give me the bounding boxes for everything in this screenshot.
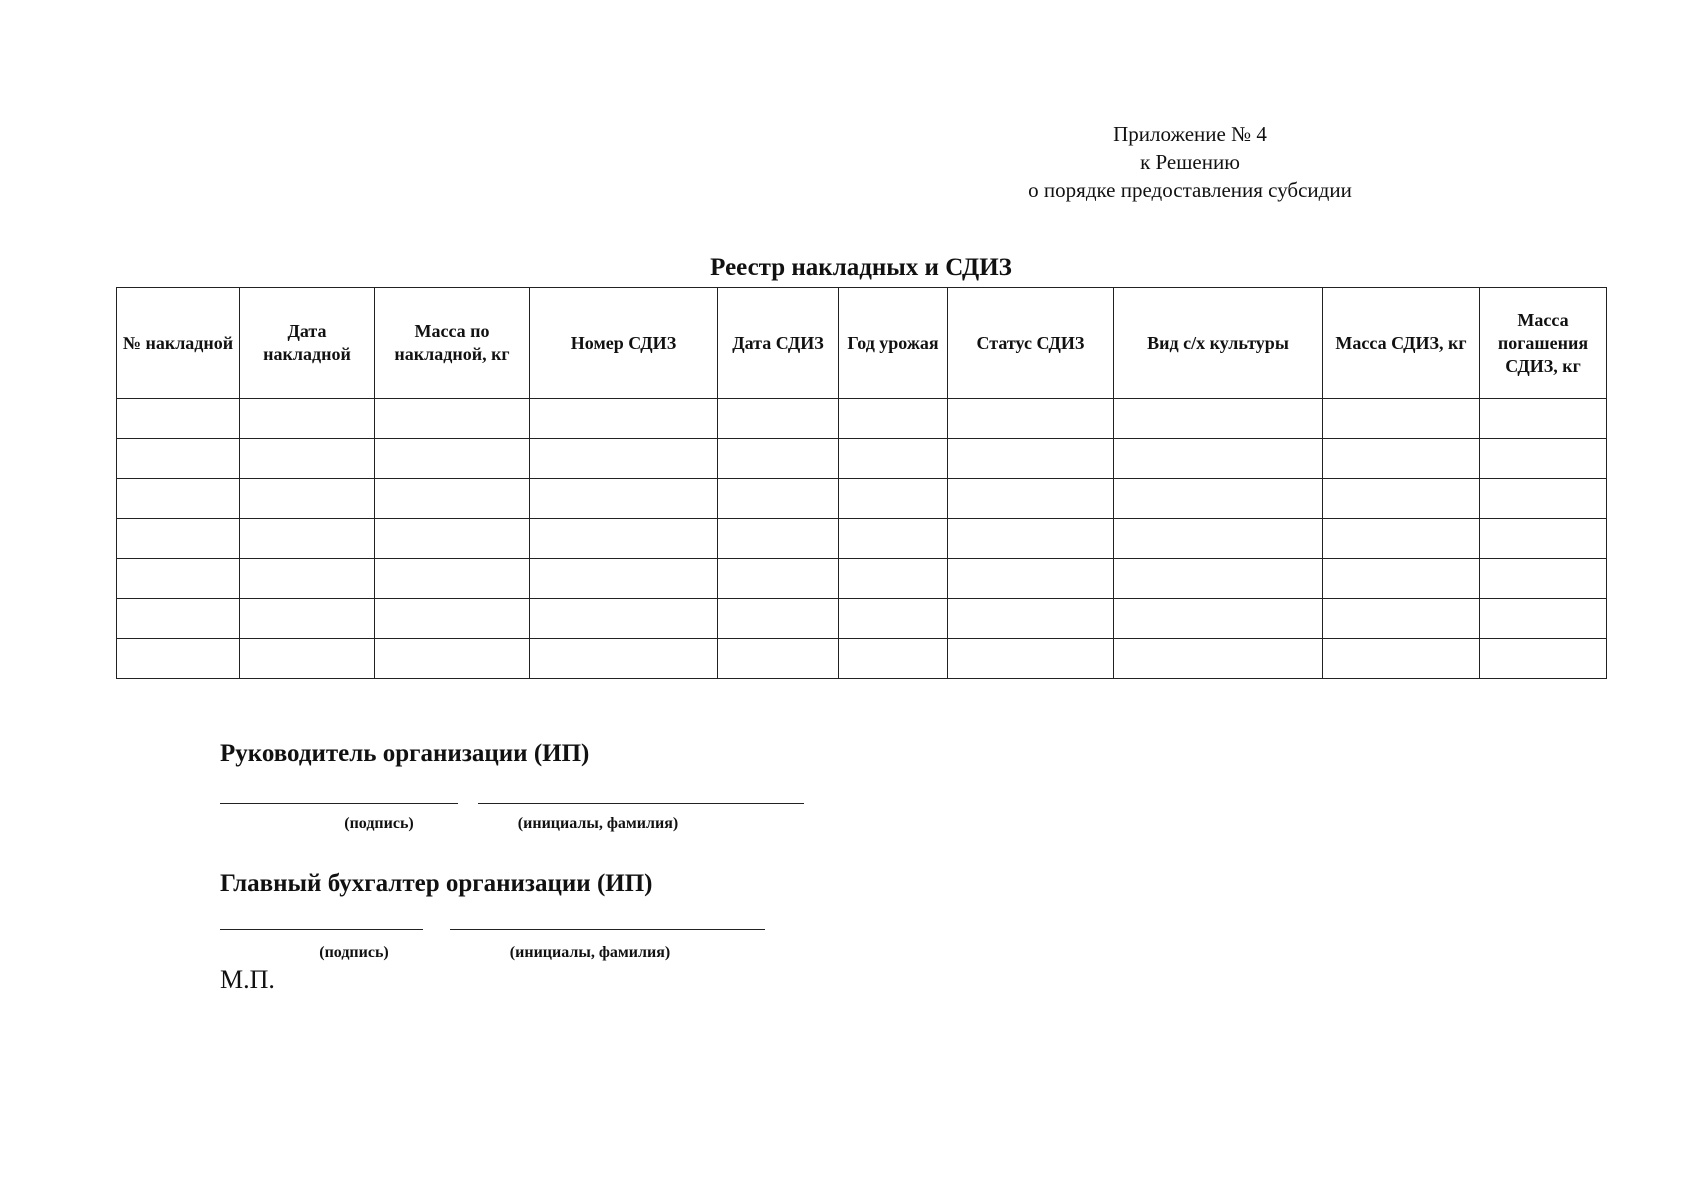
table-cell[interactable] [375, 479, 530, 519]
table-cell[interactable] [530, 399, 718, 439]
table-cell[interactable] [240, 599, 375, 639]
table-cell[interactable] [117, 599, 240, 639]
table-cell[interactable] [1323, 599, 1480, 639]
table-cell[interactable] [948, 599, 1114, 639]
table-header-row [117, 288, 1607, 399]
table-cell[interactable] [530, 599, 718, 639]
table-cell[interactable] [1114, 639, 1323, 679]
table-cell[interactable] [1114, 559, 1323, 599]
table-row [117, 399, 1607, 439]
table-cell[interactable] [240, 639, 375, 679]
table-cell[interactable] [240, 399, 375, 439]
table-cell[interactable] [718, 399, 839, 439]
table-cell[interactable] [1480, 519, 1607, 559]
table-cell[interactable] [839, 599, 948, 639]
table-cell[interactable] [839, 399, 948, 439]
document-title: Реестр накладных и СДИЗ [710, 254, 1012, 281]
table-cell[interactable] [718, 519, 839, 559]
accountant-signature-caption: (подпись) [319, 944, 389, 961]
table-cell[interactable] [948, 639, 1114, 679]
table-cell[interactable] [1480, 639, 1607, 679]
column-header: Статус СДИЗ [948, 288, 1114, 399]
table-cell[interactable] [948, 399, 1114, 439]
annex-header [960, 120, 1420, 204]
stamp-placeholder: М.П. [220, 965, 275, 994]
column-header: Год урожая [839, 288, 948, 399]
column-header: Масса СДИЗ, кг [1323, 288, 1480, 399]
table-cell[interactable] [117, 559, 240, 599]
table-cell[interactable] [375, 639, 530, 679]
table-cell[interactable] [375, 519, 530, 559]
table-cell[interactable] [530, 439, 718, 479]
table-cell[interactable] [117, 439, 240, 479]
table-cell[interactable] [839, 519, 948, 559]
annex-reference: к Решению [1140, 150, 1240, 174]
table-cell[interactable] [1480, 559, 1607, 599]
column-header: Дата накладной [240, 288, 375, 399]
table-cell[interactable] [1114, 439, 1323, 479]
annex-number: Приложение № 4 [1113, 122, 1267, 146]
column-header: Дата СДИЗ [718, 288, 839, 399]
table-cell[interactable] [117, 479, 240, 519]
table-cell[interactable] [839, 479, 948, 519]
table-cell[interactable] [1114, 599, 1323, 639]
accountant-name-caption: (инициалы, фамилия) [509, 944, 671, 961]
table-cell[interactable] [1323, 399, 1480, 439]
head-name-caption: (инициалы, фамилия) [517, 815, 679, 832]
table-row [117, 479, 1607, 519]
table-cell[interactable] [718, 599, 839, 639]
table-cell[interactable] [530, 639, 718, 679]
head-signature-caption: (подпись) [344, 815, 414, 832]
table-cell[interactable] [530, 479, 718, 519]
table-cell[interactable] [375, 559, 530, 599]
table-cell[interactable] [117, 399, 240, 439]
table-cell[interactable] [117, 519, 240, 559]
table-cell[interactable] [1480, 479, 1607, 519]
table-cell[interactable] [718, 639, 839, 679]
accountant-signature-line[interactable] [220, 929, 423, 930]
table-cell[interactable] [948, 479, 1114, 519]
table-cell[interactable] [948, 559, 1114, 599]
table-cell[interactable] [117, 639, 240, 679]
table-cell[interactable] [1480, 399, 1607, 439]
table-cell[interactable] [839, 439, 948, 479]
table-cell[interactable] [1323, 559, 1480, 599]
table-row [117, 519, 1607, 559]
table-cell[interactable] [839, 639, 948, 679]
table-cell[interactable] [718, 439, 839, 479]
table-cell[interactable] [948, 439, 1114, 479]
head-signature-title: Руководитель организации (ИП) [220, 740, 590, 767]
registry-table [116, 287, 1607, 679]
column-header: Вид с/х культуры [1114, 288, 1323, 399]
table-cell[interactable] [1480, 439, 1607, 479]
table-cell[interactable] [1323, 479, 1480, 519]
table-cell[interactable] [839, 559, 948, 599]
table-cell[interactable] [1114, 399, 1323, 439]
column-header: Масса по накладной, кг [375, 288, 530, 399]
table-cell[interactable] [375, 599, 530, 639]
table-cell[interactable] [1114, 479, 1323, 519]
table-cell[interactable] [1480, 599, 1607, 639]
table-body [117, 399, 1607, 679]
column-header: Номер СДИЗ [530, 288, 718, 399]
table-cell[interactable] [240, 439, 375, 479]
table-cell[interactable] [718, 559, 839, 599]
annex-subject: о порядке предоставления субсидии [1028, 178, 1352, 202]
head-signature-line[interactable] [220, 803, 458, 804]
table-cell[interactable] [530, 519, 718, 559]
table-cell[interactable] [718, 479, 839, 519]
table-cell[interactable] [1323, 439, 1480, 479]
column-header: № накладной [117, 288, 240, 399]
table-row [117, 439, 1607, 479]
accountant-signature-title: Главный бухгалтер организации (ИП) [220, 870, 653, 897]
table-cell[interactable] [240, 519, 375, 559]
table-row [117, 599, 1607, 639]
table-cell[interactable] [530, 559, 718, 599]
column-header: Масса погашения СДИЗ, кг [1480, 288, 1607, 399]
table-cell[interactable] [1323, 519, 1480, 559]
table-cell[interactable] [948, 519, 1114, 559]
table-cell[interactable] [375, 439, 530, 479]
table-row [117, 559, 1607, 599]
head-name-line[interactable] [478, 803, 804, 804]
table-cell[interactable] [375, 399, 530, 439]
table-cell[interactable] [1114, 519, 1323, 559]
table-cell[interactable] [1323, 639, 1480, 679]
table-cell[interactable] [240, 479, 375, 519]
table-row [117, 639, 1607, 679]
accountant-name-line[interactable] [450, 929, 765, 930]
table-cell[interactable] [240, 559, 375, 599]
